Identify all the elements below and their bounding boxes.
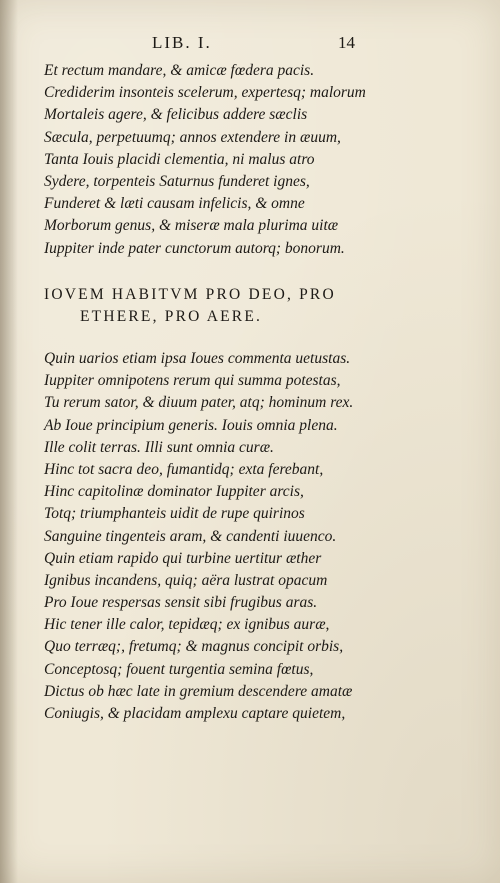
verse-line: Dictus ob hæc late in gremium descendere amatæ (44, 682, 353, 700)
verse-line: Ignibus incandens, quiq; aëra lustrat opacum (44, 571, 328, 589)
verse-line: Et rectum mandare, & amicæ fœdera pacis. (44, 62, 315, 79)
section-heading (44, 284, 444, 328)
verse-line: Coniugis, & placidam amplexu captare quietem, (44, 705, 346, 722)
verse-line: Funderet & læti causam infelicis, & omne (44, 195, 305, 213)
verse-line: Ille colit terras. Illi sunt omnia curæ. (44, 438, 274, 456)
verse-line: Quin etiam rapido qui turbine uertitur æther (44, 549, 322, 567)
verse-line: Conceptosq; fouent turgentia semina fœtus, (44, 660, 314, 678)
verse-line: Mortaleis agere, & felicibus addere sæclis (44, 106, 308, 124)
verse-line: Quo terræq;, fretumq; & magnus concipit orbis, (44, 638, 344, 656)
verse-line: Sæcula, perpetuumq; annos extendere in æuum, (44, 128, 341, 146)
verse-line: Sydere, torpenteis Saturnus funderet ignes, (44, 172, 310, 190)
verse-line: Totq; triumphanteis uidit de rupe quirinos (44, 505, 305, 523)
verse-line: Hinc tot sacra deo, fumantidq; exta ferebant, (44, 460, 324, 478)
verse-block-top (44, 60, 484, 260)
verse-line: Iuppiter omnipotens rerum qui summa potestas, (44, 372, 341, 390)
verse-line: Pro Ioue respersas sensit sibi frugibus aras. (44, 594, 318, 612)
verse-line: Sanguine tingenteis aram, & candenti iuuenco. (44, 527, 337, 545)
verse-line: Ab Ioue principium generis. Iouis omnia plena. (44, 416, 338, 434)
verse-line: Crediderim insonteis scelerum, expertesq; malorum (44, 84, 366, 102)
verse-block-bottom (44, 348, 484, 725)
verse-line: Iuppiter inde pater cunctorum autorq; bonorum. (44, 239, 345, 257)
verse-line: Hinc capitolinæ dominator Iuppiter arcis, (44, 483, 304, 501)
section-heading-line: IOVEM HABITVM PRO DEO, PRO (44, 286, 336, 303)
verse-line: Hic tener ille calor, tepidæq; ex ignibus auræ, (44, 616, 330, 634)
spine-shadow (0, 0, 18, 883)
verse-line: Quin uarios etiam ipsa Ioues commenta uetustas. (44, 350, 351, 367)
verse-line: Tanta Iouis placidi clementia, ni malus atro (44, 150, 315, 168)
verse-line: Tu rerum sator, & diuum pater, atq; hominum rex. (44, 394, 354, 412)
page-number: 14 (338, 33, 355, 52)
section-heading-line: ETHERE, PRO AERE. (80, 308, 263, 325)
running-head (0, 33, 500, 55)
verse-line: Morborum genus, & miseræ mala plurima uitæ (44, 217, 339, 235)
book-number: LIB. I. (152, 33, 212, 52)
